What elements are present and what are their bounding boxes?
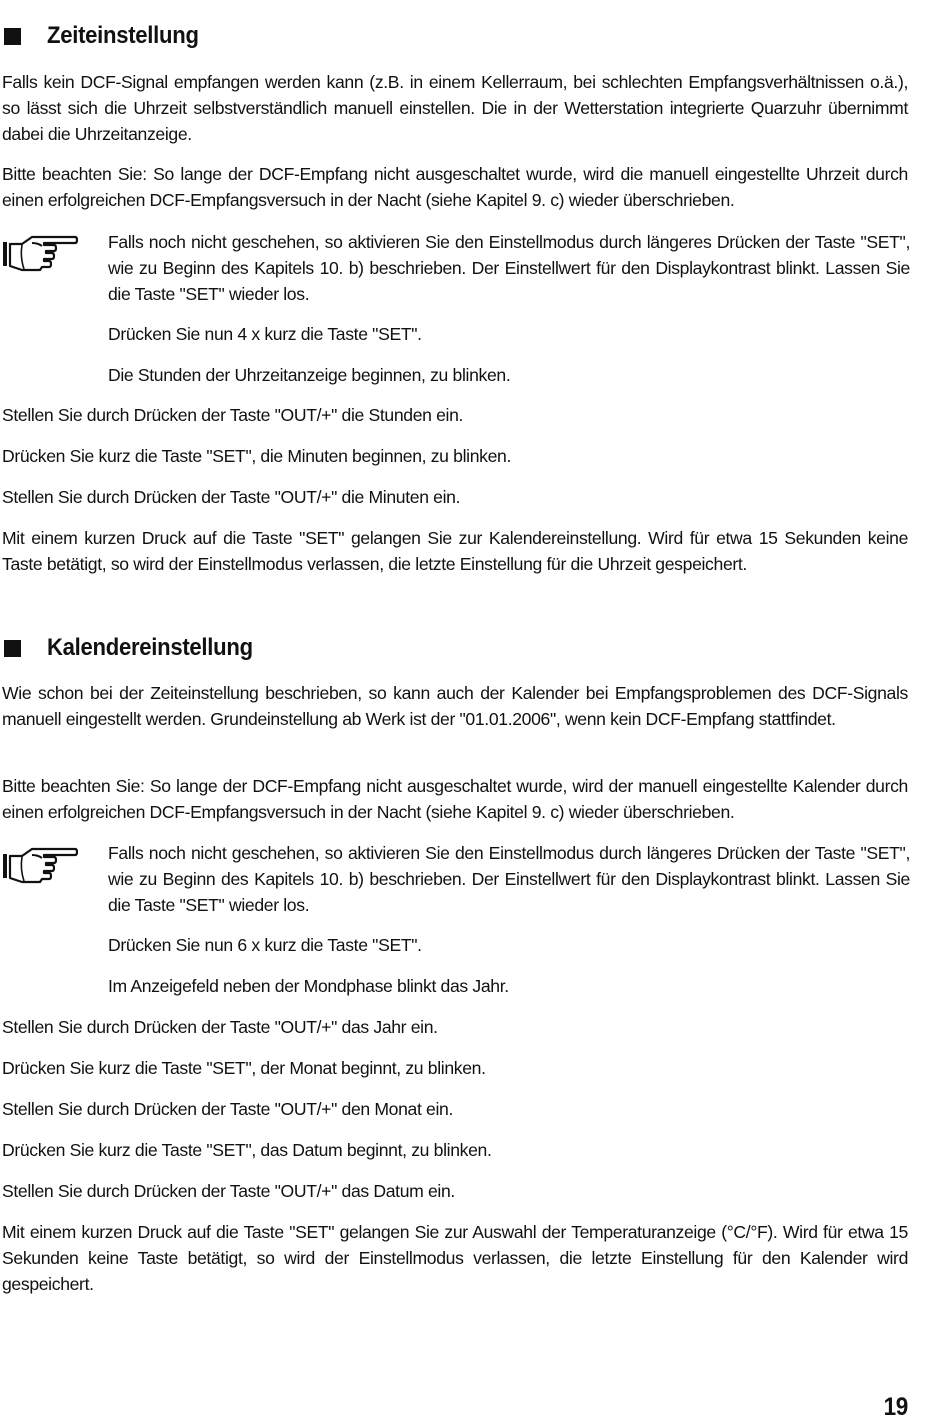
hint-step: Im Anzeigefeld neben der Mondphase blinkt das Jahr. [108,976,509,996]
section-heading-kalendereinstellung [4,634,271,662]
instruction-step: Drücken Sie kurz die Taste "SET", der Monat beginnt, zu blinken. [2,1058,486,1078]
hint-step: Falls noch nicht geschehen, so aktivieren Sie den Einstellmodus durch längeres Drücken der Taste "SET", wie zu Beginn des Kapitels 10. b) beschrieben. Der Einstellwert für den Displaykontrast blinkt. Lassen Sie die Taste "SET" wieder los. [108,843,910,915]
section-outro: Mit einem kurzen Druck auf die Taste "SET" gelangen Sie zur Auswahl der Temperaturanzeige (°C/°F). Wird für etwa 15 Sekunden keine Taste betätigt, so wird der Einstellmodus verlassen, die letzte Einstellung für den Kalender wird gespeichert. [2,1222,908,1294]
section-intro: Falls kein DCF-Signal empfangen werden kann (z.B. in einem Kellerraum, bei schlechten Empfangsverhältnissen o.ä.), so lässt sich die Uhrzeit selbstverständlich manuell einstellen. Die in der Wetterstation integrierte Quarzuhr übernimmt dabei die Uhrzeitanzeige. [2,72,908,144]
instruction-step: Stellen Sie durch Drücken der Taste "OUT/+" das Datum ein. [2,1181,455,1201]
instruction-step: Drücken Sie kurz die Taste "SET", die Minuten beginnen, zu blinken. [2,446,512,466]
hint-step: Drücken Sie nun 4 x kurz die Taste "SET". [108,324,422,344]
section-note: Bitte beachten Sie: So lange der DCF-Empfang nicht ausgeschaltet wurde, wird der manuell eingestellte Kalender durch einen erfolgreichen DCF-Empfangsversuch in der Nacht (siehe Kapitel 9. c) wieder überschrieben. [2,776,908,822]
hint-step: Falls noch nicht geschehen, so aktivieren Sie den Einstellmodus durch längeres Drücken der Taste "SET", wie zu Beginn des Kapitels 10. b) beschrieben. Der Einstellwert für den Displaykontrast blinkt. Lassen Sie die Taste "SET" wieder los. [108,232,910,304]
pointing-hand-icon [2,233,78,275]
square-bullet-icon [4,640,21,657]
instruction-step: Stellen Sie durch Drücken der Taste "OUT/+" das Jahr ein. [2,1017,438,1037]
section-note: Bitte beachten Sie: So lange der DCF-Empfang nicht ausgeschaltet wurde, wird die manuell eingestellte Uhrzeit durch einen erfolgreichen DCF-Empfangsversuch in der Nacht (siehe Kapitel 9. c) wieder überschrieben. [2,164,908,210]
section-title: Zeiteinstellung [47,22,199,49]
hint-step: Die Stunden der Uhrzeitanzeige beginnen, zu blinken. [108,365,511,385]
hint-step: Drücken Sie nun 6 x kurz die Taste "SET". [108,935,422,955]
square-bullet-icon [4,28,21,45]
section-title: Kalendereinstellung [47,634,253,661]
section-outro: Mit einem kurzen Druck auf die Taste "SET" gelangen Sie zur Kalendereinstellung. Wird für etwa 15 Sekunden keine Taste betätigt, so wird der Einstellmodus verlassen, die letzte Einstellung für die Uhrzeit gespeichert. [2,528,908,574]
page-number: 19 [883,1393,908,1421]
instruction-step: Stellen Sie durch Drücken der Taste "OUT/+" den Monat ein. [2,1099,454,1119]
instruction-step: Stellen Sie durch Drücken der Taste "OUT/+" die Minuten ein. [2,487,461,507]
pointing-hand-icon [2,845,78,887]
instruction-step: Stellen Sie durch Drücken der Taste "OUT/+" die Stunden ein. [2,405,464,425]
section-intro: Wie schon bei der Zeiteinstellung beschrieben, so kann auch der Kalender bei Empfangsproblemen des DCF-Signals manuell eingestellt werden. Grundeinstellung ab Werk ist der "01.01.2006", wenn kein DCF-Empfang stattfindet. [2,683,908,729]
section-heading-zeiteinstellung [4,22,212,50]
instruction-step: Drücken Sie kurz die Taste "SET", das Datum beginnt, zu blinken. [2,1140,492,1160]
